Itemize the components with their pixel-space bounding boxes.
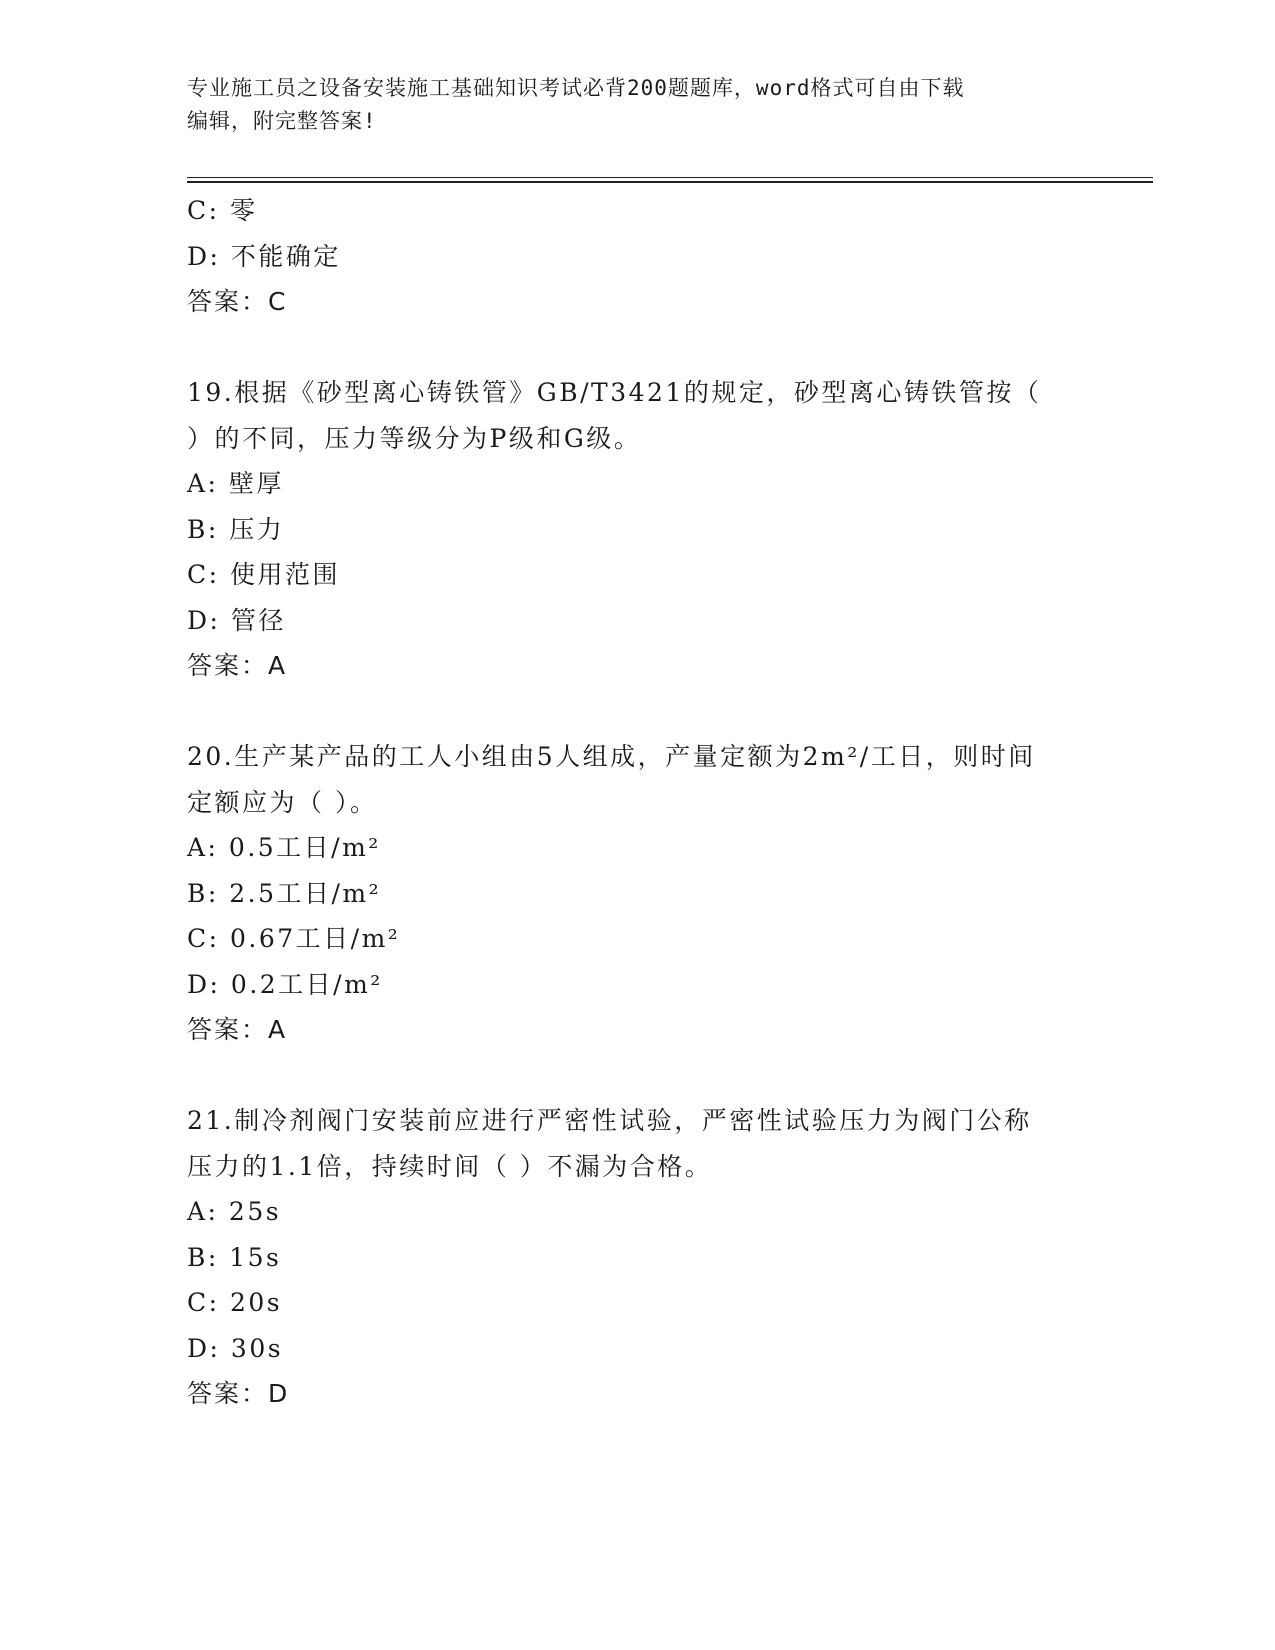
header-divider-thin: [187, 177, 1153, 178]
spacer: [187, 689, 1087, 735]
option-d: D: 不能确定: [187, 241, 341, 271]
option-a: A: 壁厚: [187, 469, 284, 498]
header-divider-thick: [187, 181, 1153, 183]
question-stem-line: 19.根据《砂型离心铸铁管》GB/T3421的规定，砂型离心铸铁管按（: [187, 378, 1042, 407]
question-stem-line: 21.制冷剂阀门安装前应进行严密性试验，严密性试验压力为阀门公称: [187, 1106, 1032, 1135]
option-c: C: 0.67工日/m²: [187, 924, 401, 953]
option-b: B: 压力: [187, 514, 285, 544]
question-20: [187, 734, 1087, 1053]
answer-line: 答案：A: [187, 1015, 288, 1044]
option-b: B: 2.5工日/m²: [187, 878, 382, 908]
question-stem-line: ）的不同，压力等级分为P级和G级。: [187, 423, 642, 453]
question-stem-line: 压力的1.1倍，持续时间（ ）不漏为合格。: [187, 1151, 713, 1181]
question-18-tail: [187, 188, 1087, 325]
option-d: D: 管径: [187, 605, 286, 635]
option-d: D: 0.2工日/m²: [187, 969, 383, 999]
spacer: [187, 1053, 1087, 1099]
answer-line: 答案：C: [187, 287, 288, 316]
question-stem-line: 20.生产某产品的工人小组由5人组成，产量定额为2m²/工日，则时间: [187, 742, 1036, 771]
answer-line: 答案：D: [187, 1379, 290, 1408]
question-stem-line: 定额应为（ ）。: [187, 787, 378, 817]
document-header: [187, 72, 1067, 138]
spacer: [187, 325, 1087, 371]
answer-line: 答案：A: [187, 651, 288, 680]
option-c: C: 零: [187, 196, 258, 225]
option-b: B: 15s: [187, 1242, 282, 1272]
question-21: [187, 1098, 1087, 1417]
question-19: [187, 370, 1087, 689]
header-line-2: 编辑，附完整答案!: [187, 109, 377, 133]
option-a: A: 0.5工日/m²: [187, 833, 381, 862]
option-c: C: 20s: [187, 1288, 283, 1317]
option-a: A: 25s: [187, 1197, 282, 1226]
question-list: [187, 188, 1087, 1417]
option-c: C: 使用范围: [187, 560, 340, 589]
header-line-1: 专业施工员之设备安装施工基础知识考试必背200题题库，word格式可自由下载: [187, 76, 965, 100]
option-d: D: 30s: [187, 1333, 284, 1363]
